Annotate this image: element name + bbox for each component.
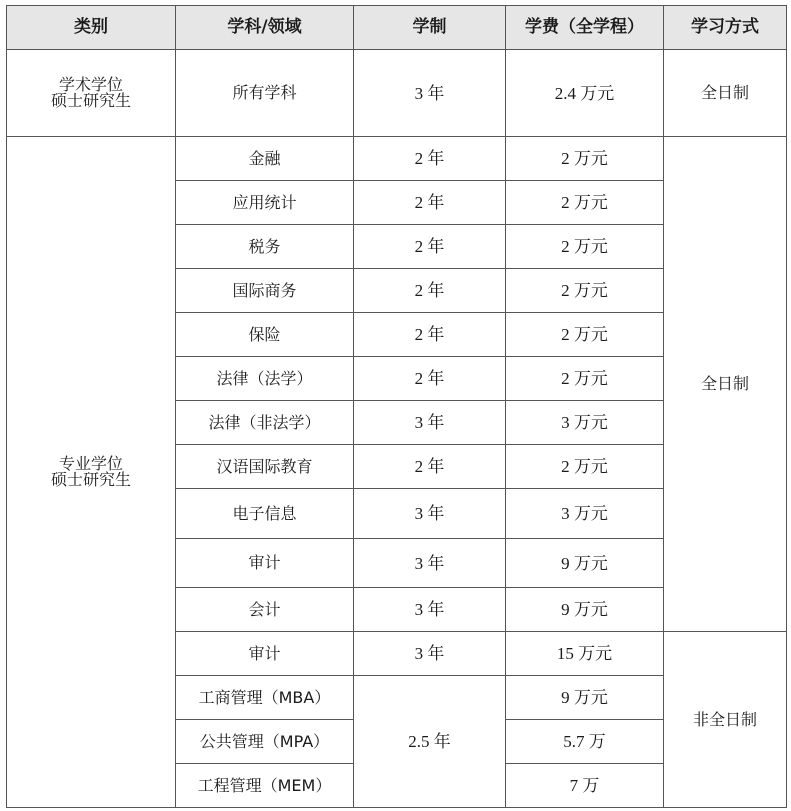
fee-cell: 2 万元 [506, 181, 664, 225]
duration-cell: 2 年 [354, 225, 506, 269]
subject-cell: 国际商务 [176, 269, 354, 313]
fee-cell: 3 万元 [506, 489, 664, 539]
fee-cell: 2.4 万元 [506, 50, 664, 137]
table-row [7, 50, 787, 137]
table-row [7, 137, 787, 181]
duration-cell: 2 年 [354, 137, 506, 181]
subject-cell: 工商管理（MBA） [176, 676, 354, 720]
subject-cell: 工程管理（MEM） [176, 764, 354, 808]
subject-cell: 法律（非法学） [176, 401, 354, 445]
duration-cell: 3 年 [354, 401, 506, 445]
category-professional-line2: 硕士研究生 [50, 470, 131, 489]
fee-cell: 2 万元 [506, 357, 664, 401]
fee-cell: 2 万元 [506, 269, 664, 313]
duration-cell: 2 年 [354, 269, 506, 313]
duration-cell: 2.5 年 [354, 676, 506, 808]
fee-cell: 2 万元 [506, 137, 664, 181]
duration-cell: 2 年 [354, 357, 506, 401]
tuition-fee-table [6, 5, 787, 808]
fee-cell: 7 万 [506, 764, 664, 808]
subject-cell: 审计 [176, 539, 354, 588]
duration-cell: 3 年 [354, 539, 506, 588]
header-mode: 学习方式 [664, 6, 787, 50]
subject-cell: 电子信息 [176, 489, 354, 539]
subject-cell: 税务 [176, 225, 354, 269]
mode-part-time: 非全日制 [664, 632, 787, 808]
fee-cell: 9 万元 [506, 588, 664, 632]
mode-academic: 全日制 [664, 50, 787, 137]
duration-cell: 2 年 [354, 445, 506, 489]
subject-cell: 审计 [176, 632, 354, 676]
category-academic-line2: 硕士研究生 [50, 91, 131, 110]
header-category: 类别 [7, 6, 176, 50]
category-professional-line1: 专业学位 [58, 454, 123, 473]
subject-cell: 会计 [176, 588, 354, 632]
fee-cell: 9 万元 [506, 676, 664, 720]
category-academic-line1: 学术学位 [58, 75, 123, 94]
header-row [7, 6, 787, 50]
fee-cell: 9 万元 [506, 539, 664, 588]
duration-cell: 2 年 [354, 181, 506, 225]
duration-cell: 2 年 [354, 313, 506, 357]
fee-cell: 2 万元 [506, 225, 664, 269]
duration-cell: 3 年 [354, 632, 506, 676]
subject-cell: 汉语国际教育 [176, 445, 354, 489]
fee-cell: 15 万元 [506, 632, 664, 676]
subject-cell: 应用统计 [176, 181, 354, 225]
header-fee: 学费（全学程） [506, 6, 664, 50]
subject-cell: 法律（法学） [176, 357, 354, 401]
fee-cell: 5.7 万 [506, 720, 664, 764]
fee-cell: 2 万元 [506, 445, 664, 489]
category-academic [7, 50, 176, 137]
subject-cell: 保险 [176, 313, 354, 357]
subject-cell: 公共管理（MPA） [176, 720, 354, 764]
mode-full-time: 全日制 [664, 137, 787, 632]
header-subject: 学科/领域 [176, 6, 354, 50]
subject-cell: 金融 [176, 137, 354, 181]
fee-cell: 3 万元 [506, 401, 664, 445]
duration-cell: 3 年 [354, 588, 506, 632]
duration-cell: 3 年 [354, 50, 506, 137]
subject-cell: 所有学科 [176, 50, 354, 137]
header-duration: 学制 [354, 6, 506, 50]
category-professional [7, 137, 176, 808]
duration-cell: 3 年 [354, 489, 506, 539]
fee-cell: 2 万元 [506, 313, 664, 357]
